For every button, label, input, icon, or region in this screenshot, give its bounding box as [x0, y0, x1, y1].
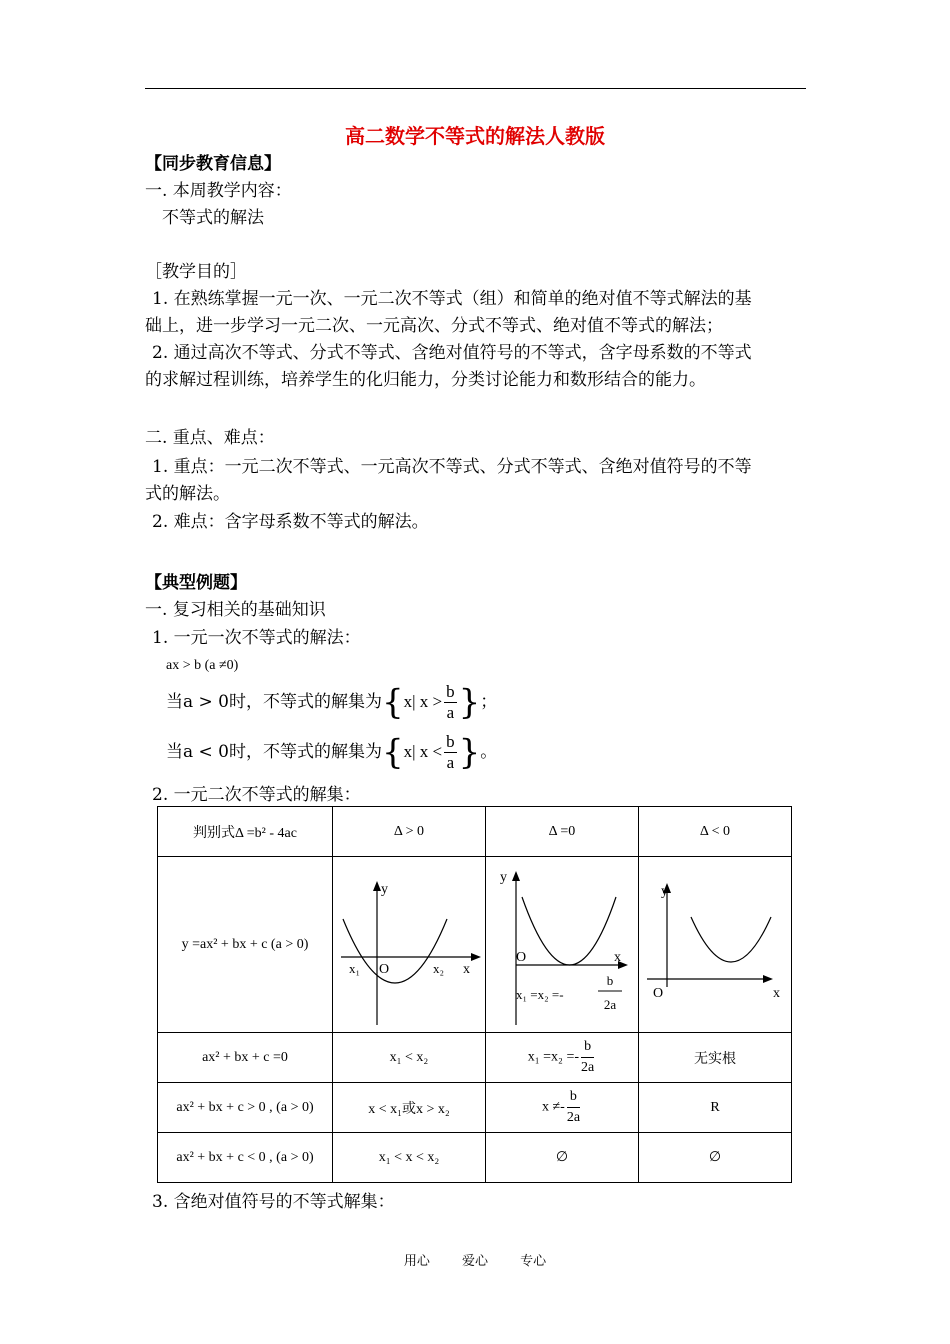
frac-den: 2a	[581, 1060, 595, 1075]
aim1-line1: 1. 在熟练掌握一元一次、一元二次不等式（组）和简单的绝对值不等式解法的基	[152, 289, 752, 309]
fraction-b-over-2a	[567, 1087, 580, 1128]
cell: x₁ < x₂	[333, 1033, 486, 1083]
graph-cell-positive	[333, 857, 486, 1033]
origin-label: O	[653, 986, 664, 1001]
page-footer	[0, 1250, 950, 1269]
axis-x-label: x	[773, 986, 780, 1001]
frac-den: 2a	[566, 1110, 581, 1125]
double-root-den: 2a	[603, 997, 617, 1012]
cell-fraction	[486, 1033, 639, 1083]
header-cell: Δ < 0	[639, 807, 792, 857]
frac-num: b	[446, 732, 455, 751]
table-header-row	[158, 807, 792, 857]
graph-row-label: y =ax² + bx + c (a > 0)	[158, 857, 333, 1033]
frac-den: a	[446, 703, 455, 722]
section1-heading: 一. 本周教学内容：	[145, 181, 292, 201]
table-row-equation	[158, 1033, 792, 1083]
left-brace: {	[382, 732, 404, 773]
sync-header: 【同步教育信息】	[145, 154, 281, 174]
case-neg-end: 。	[480, 742, 498, 762]
aim2-line2: 的求解过程训练，培养学生的化归能力，分类讨论能力和数形结合的能力。	[145, 370, 706, 390]
key-line1: 1. 重点：一元二次不等式、一元高次不等式、分式不等式、含绝对值符号的不等	[152, 457, 752, 477]
cell-prefix: x ≠-	[541, 1099, 565, 1115]
axis-x-label: x	[463, 962, 470, 977]
root-x2-label: x₂	[433, 961, 445, 976]
case-neg-prefix: 当a < 0时，不等式的解集为	[166, 742, 383, 762]
aim1-line2: 础上，进一步学习一元二次、一元高次、分式不等式、绝对值不等式的解法；	[145, 316, 723, 336]
right-brace: }	[458, 732, 481, 773]
graph-no-root	[639, 857, 791, 1027]
topic-line: 不等式的解法	[162, 208, 264, 228]
section2-heading: 二. 重点、难点：	[145, 428, 275, 448]
item2-heading: 2. 一元二次不等式的解集：	[152, 785, 361, 805]
row-label: ax² + bx + c < 0 , (a > 0)	[158, 1133, 333, 1183]
cell: x < x₁或x > x₂	[333, 1083, 486, 1133]
footer-text: 爱心	[461, 1254, 488, 1269]
graph-double-root	[486, 857, 638, 1027]
quadratic-table	[157, 806, 792, 1183]
cell: x₁ < x < x₂	[333, 1133, 486, 1183]
origin-label: O	[379, 962, 390, 977]
cell: R	[639, 1083, 792, 1133]
header-cell: Δ > 0	[333, 807, 486, 857]
case-pos-prefix: 当a > 0时，不等式的解集为	[166, 692, 383, 712]
right-brace: }	[458, 682, 481, 723]
fraction-b-over-a	[444, 682, 457, 723]
cell: ∅	[639, 1133, 792, 1183]
table-row-less	[158, 1133, 792, 1183]
difficulty-line: 2. 难点：含字母系数不等式的解法。	[152, 512, 429, 532]
footer-text: 专心	[520, 1254, 547, 1269]
graph-cell-negative	[639, 857, 792, 1033]
case-pos-end: ；	[480, 692, 498, 712]
graph-two-roots	[333, 857, 485, 1027]
item3-heading: 3. 含绝对值符号的不等式解集：	[152, 1192, 395, 1212]
frac-num: b	[581, 1037, 594, 1058]
row-label: ax² + bx + c > 0 , (a > 0)	[158, 1083, 333, 1133]
aim2-line1: 2. 通过高次不等式、分式不等式、含绝对值符号的不等式，含字母系数的不等式	[152, 343, 752, 363]
cell: ∅	[486, 1133, 639, 1183]
case-neg-set: x| x <	[403, 742, 443, 761]
double-root-label: x₁ =x₂ =-	[516, 987, 564, 1002]
fraction-b-over-a	[444, 732, 457, 773]
origin-label: O	[516, 950, 527, 965]
frac-num: b	[567, 1087, 580, 1108]
frac-num: b	[446, 682, 455, 701]
case-pos-set: x| x >	[403, 692, 443, 711]
case-negative	[166, 730, 497, 775]
header-rule	[145, 88, 806, 89]
axis-y-label: y	[500, 870, 507, 885]
aims-heading: ［教学目的］	[145, 262, 247, 282]
root-x1-label: x₁	[349, 961, 361, 976]
cell-fraction	[486, 1083, 639, 1133]
footer-text: 用心	[403, 1254, 430, 1269]
review-heading: 一. 复习相关的基础知识	[145, 600, 326, 620]
left-brace: {	[382, 682, 404, 723]
table-row-greater	[158, 1083, 792, 1133]
key-line2: 式的解法。	[145, 484, 230, 504]
inequality-formula: ax > b (a ≠0)	[166, 658, 239, 673]
row-label: ax² + bx + c =0	[158, 1033, 333, 1083]
header-cell: Δ =0	[486, 807, 639, 857]
case-positive	[166, 680, 497, 725]
page-title: 高二数学不等式的解法人教版	[345, 124, 605, 148]
double-root-num: b	[606, 973, 614, 988]
fraction-b-over-2a	[581, 1037, 594, 1078]
axis-y-label: y	[381, 882, 388, 897]
axis-y-label: y	[661, 884, 668, 899]
table-row-graphs	[158, 857, 792, 1033]
header-cell: 判别式Δ =b² - 4ac	[158, 807, 333, 857]
frac-den: a	[446, 753, 455, 772]
examples-header: 【典型例题】	[145, 573, 247, 593]
cell-prefix: x₁ =x₂ =-	[527, 1049, 579, 1065]
axis-x-label: x	[614, 950, 621, 965]
cell: 无实根	[639, 1033, 792, 1083]
graph-cell-zero	[486, 857, 639, 1033]
item1-heading: 1. 一元一次不等式的解法：	[152, 628, 361, 648]
